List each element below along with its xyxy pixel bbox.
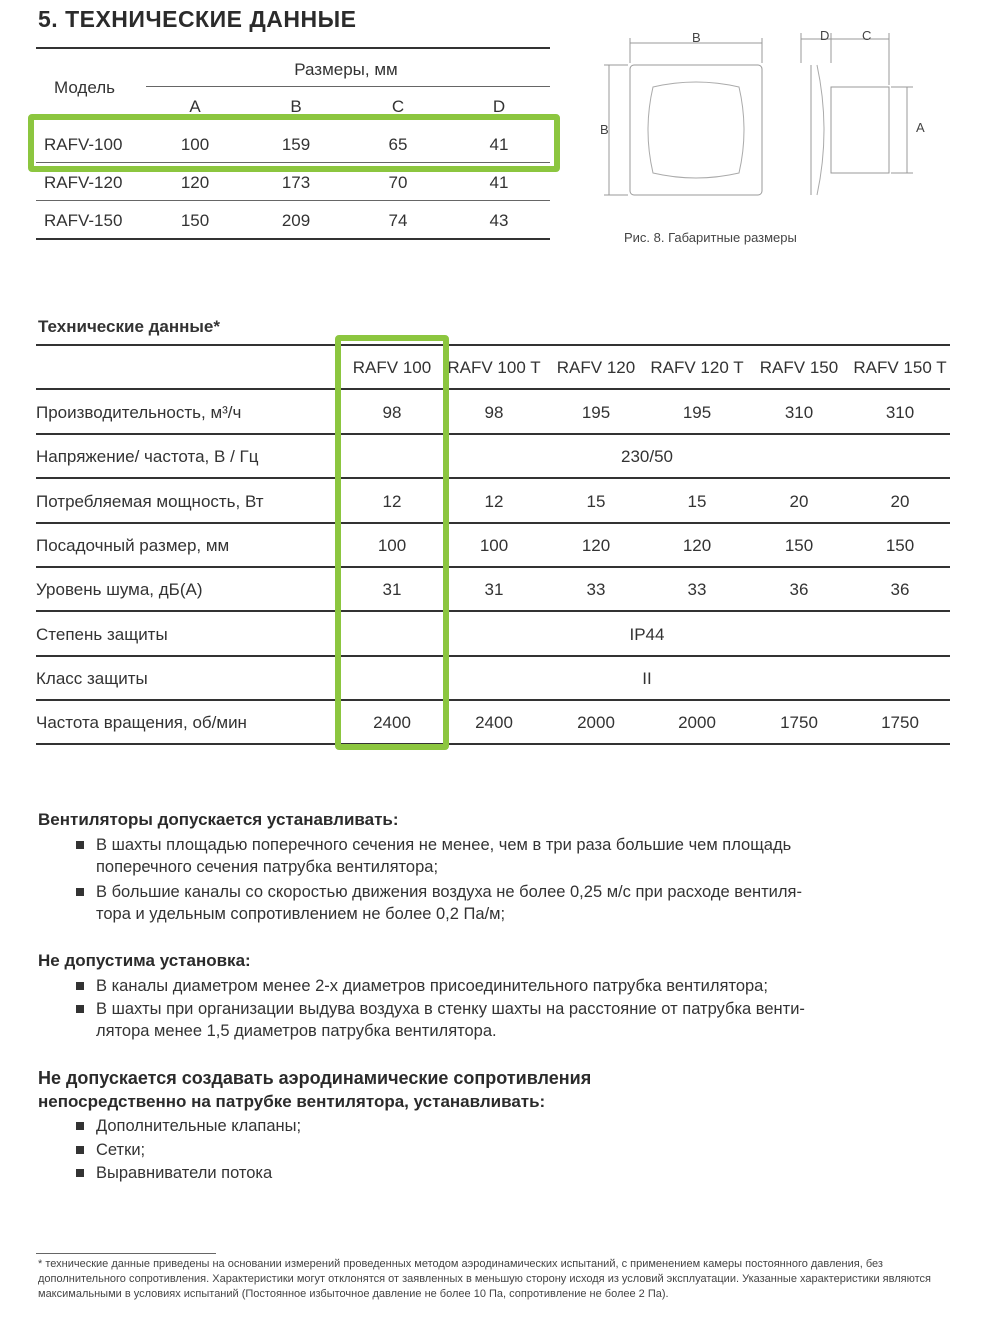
spec-cell: 98 [484, 403, 504, 422]
spec-cell: 33 [586, 580, 606, 599]
spec-row-rule [36, 655, 950, 657]
dim-row-2-c: 70 [388, 173, 408, 192]
bullet-square-icon [76, 1146, 84, 1154]
list-item [76, 1115, 956, 1137]
list-item [76, 1139, 956, 1161]
spec-cell: 33 [687, 580, 707, 599]
fig-label-b-top: B [692, 30, 701, 45]
footnote: * технические данные приведены на основании измерений проведенных методом аэродинамических испытаний, с применением камеры постоянного давления, без дополнительного сопротивления. Характеристики могут отклонятся от заявленных в меньшую сторону исходя из условий эксплуатации. Указанные характеристики являются максимальными в условиях испытаний (Постоянное избыточное давление не более 10 Па, сопротивление не более 2 Па). [38, 1258, 931, 1300]
list-item [76, 834, 956, 878]
spec-cell: 150 [784, 536, 814, 555]
spec-cell: 120 [581, 536, 611, 555]
spec-span-ip-rating: IP44 [629, 625, 665, 644]
table-top-rule [36, 47, 550, 49]
spec-col-rafv-120-t: RAFV 120 T [650, 358, 744, 377]
bullet-square-icon [76, 841, 84, 849]
list-item-line: В шахты при организации выдува воздуха в стенку шахты на расстояние от патрубка венти- [96, 1000, 805, 1018]
col-header-d: D [492, 97, 506, 116]
spec-cell: 1750 [881, 713, 919, 732]
spec-cell: 20 [789, 492, 809, 511]
spec-cell: 31 [484, 580, 504, 599]
spec-cell: 98 [382, 403, 402, 422]
spec-col-rafv-100: RAFV 100 [352, 358, 432, 377]
table-bottom-rule [36, 238, 550, 240]
sizes-underline [146, 86, 550, 87]
spec-col-rafv-150: RAFV 150 [759, 358, 839, 377]
resistance-heading-line-2: непосредственно на патрубке вентилятора, устанавливать: [38, 1092, 546, 1111]
spec-label-mount-size: Посадочный размер, мм [36, 536, 230, 555]
spec-cell: 36 [890, 580, 910, 599]
dim-row-1-c: 65 [388, 135, 408, 154]
spec-label-noise: Уровень шума, дБ(А) [36, 580, 203, 599]
list-item-line: В каналы диаметром менее 2-х диаметров присоединительного патрубка вентилятора; [96, 977, 768, 995]
spec-col-rafv-100-t: RAFV 100 T [447, 358, 541, 377]
list-item [76, 998, 956, 1042]
dim-row-2-model: RAFV-120 [44, 173, 123, 192]
bullet-square-icon [76, 1122, 84, 1130]
spec-row-rule [36, 610, 950, 612]
spec-col-rafv-120: RAFV 120 [556, 358, 636, 377]
spec-cell: 100 [479, 536, 509, 555]
highlight-row-rafv-100 [28, 114, 560, 172]
spec-cell: 100 [377, 536, 407, 555]
spec-cell: 2000 [577, 713, 615, 732]
spec-cell: 2000 [678, 713, 716, 732]
bullet-square-icon [76, 1005, 84, 1013]
allowed-heading: Вентиляторы допускается устанавливать: [38, 810, 399, 829]
fig-label-d: D [820, 28, 830, 43]
list-item [76, 975, 956, 997]
spec-header-rule [36, 388, 950, 390]
spec-cell: 36 [789, 580, 809, 599]
dim-row-2-d: 41 [489, 173, 509, 192]
sizes-header: Размеры, мм [294, 60, 398, 79]
figure-caption: Рис. 8. Габаритные размеры [624, 230, 797, 245]
list-item [76, 881, 956, 925]
fig-label-b-left: B [600, 122, 609, 137]
spec-row-rule [36, 566, 950, 568]
spec-cell: 310 [885, 403, 915, 422]
spec-top-rule [36, 344, 950, 346]
spec-label-capacity: Производительность, м³/ч [36, 403, 242, 422]
fig-label-a: A [916, 120, 925, 135]
list-item-line: Сетки; [96, 1141, 146, 1159]
spec-cell: 12 [484, 492, 504, 511]
dim-row-3-d: 43 [489, 211, 509, 230]
spec-cell: 2400 [373, 713, 411, 732]
list-item-line: В шахты площадью поперечного сечения не менее, чем в три раза большие чем площадь [96, 836, 792, 854]
dim-row-1-model: RAFV-100 [44, 135, 123, 154]
dim-row-1-b: 159 [281, 135, 311, 154]
highlight-col-rafv-100 [335, 335, 449, 750]
spec-cell: 195 [581, 403, 611, 422]
resistance-heading-line-1: Не допускается создавать аэродинамические сопротивления [38, 1068, 592, 1088]
list-item [76, 1162, 956, 1184]
dim-row-2-b: 173 [281, 173, 311, 192]
list-item-line: В большие каналы со скоростью движения воздуха не более 0,25 м/с при расходе вентиля- [96, 883, 802, 901]
spec-cell: 31 [382, 580, 402, 599]
dim-row-2-a: 120 [180, 173, 210, 192]
list-item-line: лятора менее 1,5 диаметров патрубка вентилятора. [96, 1022, 497, 1040]
spec-cell: 2400 [475, 713, 513, 732]
dim-row-1-d: 41 [489, 135, 509, 154]
footnote-rule [36, 1253, 216, 1254]
col-header-b: B [290, 97, 302, 116]
bullet-square-icon [76, 888, 84, 896]
spec-cell: 150 [885, 536, 915, 555]
spec-table-title: Технические данные* [38, 317, 221, 336]
spec-col-rafv-150-t: RAFV 150 T [853, 358, 947, 377]
spec-cell: 12 [382, 492, 402, 511]
dim-row-3-c: 74 [388, 211, 408, 230]
spec-cell: 1750 [780, 713, 818, 732]
dim-row-3-b: 209 [281, 211, 311, 230]
spec-cell: 15 [687, 492, 707, 511]
spec-cell: 20 [890, 492, 910, 511]
spec-span-voltage: 230/50 [621, 447, 673, 466]
list-item-line: Дополнительные клапаны; [96, 1117, 302, 1135]
spec-cell: 310 [784, 403, 814, 422]
fig-label-c: C [862, 28, 872, 43]
dim-row-1-a: 100 [180, 135, 210, 154]
col-header-a: A [189, 97, 201, 116]
row-rule [36, 200, 550, 201]
spec-cell: 120 [682, 536, 712, 555]
spec-label-rpm: Частота вращения, об/мин [36, 713, 247, 732]
spec-label-voltage: Напряжение/ частота, В / Гц [36, 447, 259, 466]
list-item-line: поперечного сечения патрубка вентилятора; [96, 858, 439, 876]
spec-bottom-rule [36, 743, 950, 745]
forbidden-heading: Не допустима установка: [38, 951, 251, 970]
spec-row-rule [36, 477, 950, 479]
spec-label-protection-class: Класс защиты [36, 669, 148, 688]
list-item-line: тора и удельным сопротивлением не более 0,2 Па/м; [96, 905, 506, 923]
bullet-square-icon [76, 982, 84, 990]
dim-row-3-a: 150 [180, 211, 210, 230]
spec-span-protection-class: II [642, 669, 652, 688]
model-header: Модель [54, 78, 116, 97]
spec-row-rule [36, 699, 950, 701]
fan-drawing [595, 25, 955, 225]
spec-label-power: Потребляемая мощность, Вт [36, 492, 264, 511]
spec-cell: 195 [682, 403, 712, 422]
list-item-line: Выравниватели потока [96, 1164, 273, 1182]
section-title: 5. ТЕХНИЧЕСКИЕ ДАННЫЕ [38, 6, 357, 32]
spec-cell: 15 [586, 492, 606, 511]
spec-label-ip-rating: Степень защиты [36, 625, 168, 644]
col-header-c: C [391, 97, 405, 116]
spec-row-rule [36, 433, 950, 435]
spec-row-rule [36, 522, 950, 524]
dim-row-3-model: RAFV-150 [44, 211, 123, 230]
bullet-square-icon [76, 1169, 84, 1177]
